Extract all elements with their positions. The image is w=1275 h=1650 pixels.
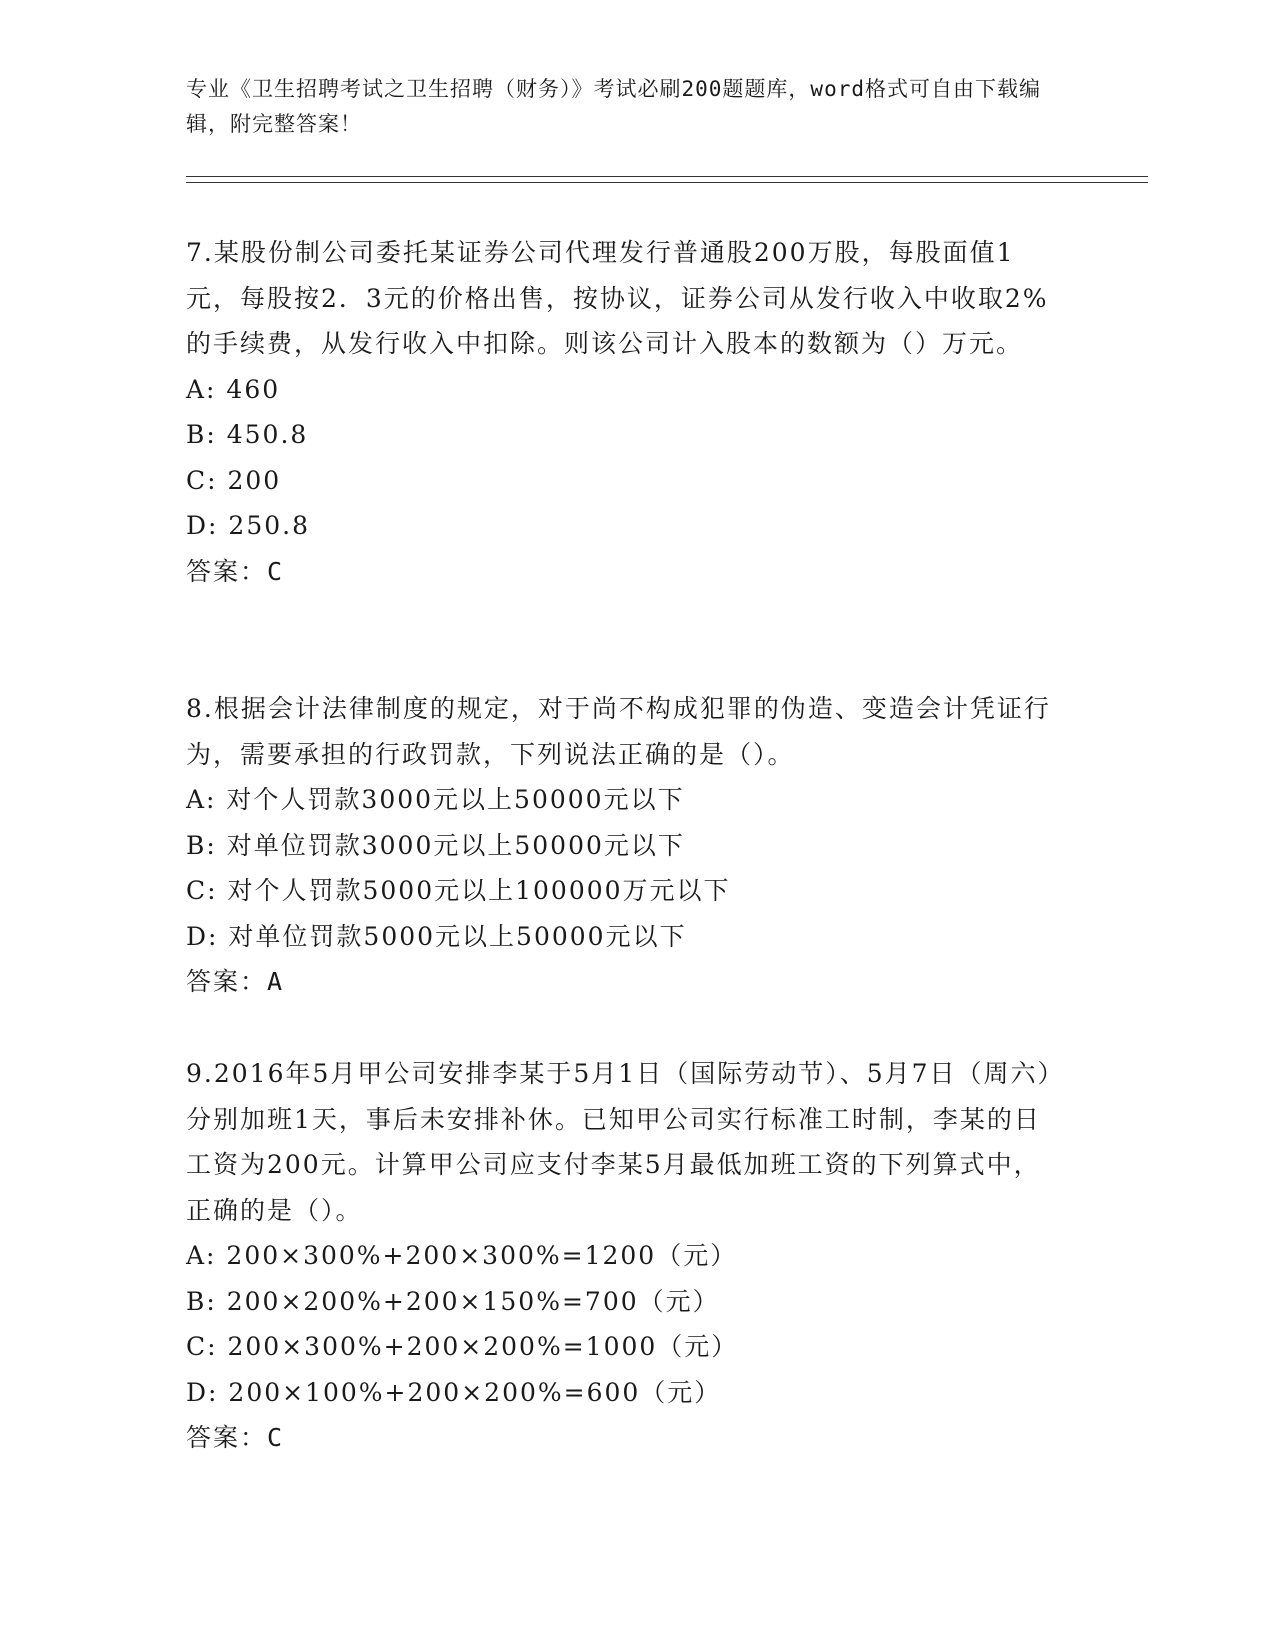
option-c: C: 200×300%+200×200%=1000（元） bbox=[186, 1332, 739, 1361]
option-b: B: 对单位罚款3000元以上50000元以下 bbox=[186, 830, 685, 860]
option-d: D: 200×100%+200×200%=600（元） bbox=[186, 1377, 722, 1407]
answer-line: 答案：C bbox=[186, 1423, 285, 1452]
option-c: C: 200 bbox=[186, 465, 282, 495]
document-header: 专业《卫生招聘考试之卫生招聘（财务）》考试必刷200题题库，word格式可自由下载编辑，附完整答案！ bbox=[186, 77, 1041, 136]
question-stem: 9.2016年5月甲公司安排李某于5月1日（国际劳动节）、5月7日（周六）分别加班1天，事后未安排补休。已知甲公司实行标准工时制，李某的日工资为200元。计算甲公司应支付李某5月最低加班工资的下列算式中，正确的是（）。 bbox=[186, 1059, 1065, 1225]
question-stem: 7.某股份制公司委托某证券公司代理发行普通股200万股，每股面值1元，每股按2．3元的价格出售，按协议，证券公司从发行收入中收取2%的手续费，从发行收入中扣除。则该公司计入股本的数额为（）万元。 bbox=[186, 238, 1049, 358]
header-divider bbox=[186, 176, 1148, 183]
option-a: A: 460 bbox=[186, 374, 281, 404]
option-d: D: 对单位罚款5000元以上50000元以下 bbox=[186, 921, 687, 951]
option-a: A: 200×300%+200×300%=1200（元） bbox=[186, 1241, 738, 1270]
option-d: D: 250.8 bbox=[186, 511, 310, 540]
option-b: B: 450.8 bbox=[186, 420, 309, 449]
option-b: B: 200×200%+200×150%=700（元） bbox=[186, 1286, 720, 1316]
question-8 bbox=[186, 686, 1066, 1005]
answer-line: 答案：C bbox=[186, 556, 285, 586]
option-c: C: 对个人罚款5000元以上100000万元以下 bbox=[186, 876, 731, 905]
question-stem: 8.根据会计法律制度的规定，对于尚不构成犯罪的伪造、变造会计凭证行为，需要承担的行政罚款，下列说法正确的是（）。 bbox=[186, 694, 1051, 769]
answer-line: 答案：A bbox=[186, 967, 285, 996]
question-9 bbox=[186, 1051, 1066, 1461]
question-7 bbox=[186, 230, 1066, 594]
option-a: A: 对个人罚款3000元以上50000元以下 bbox=[186, 785, 685, 814]
